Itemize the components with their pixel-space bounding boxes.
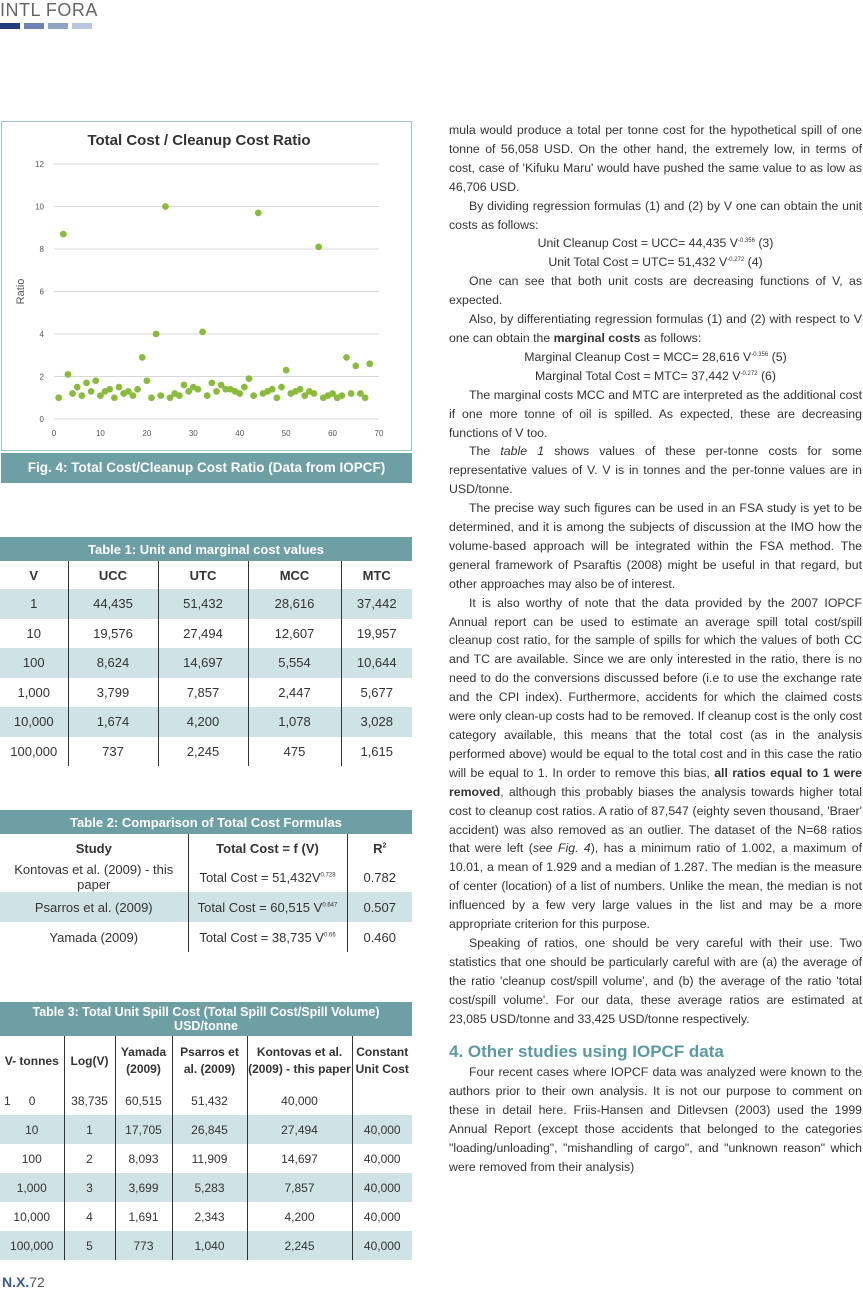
column-header: Psarros et al. (2009) [172,1036,247,1086]
text-run: Also, by differentiating regression formulas (1) and (2) with respect to V one can obtain the [449,312,862,345]
table-cell: 11,909 [172,1144,247,1173]
journal-mark: N.X. [2,1274,30,1290]
data-point [106,386,113,393]
chart-title: Total Cost / Cleanup Cost Ratio [87,132,311,149]
column-header: UTC [158,561,248,589]
formula-exponent: 0.647 [322,902,338,909]
table-cell: 0.460 [363,929,397,945]
table-cell: 1,000 [0,678,68,708]
table-cell: 7,857 [158,678,248,708]
table-cell: 26,845 [172,1115,247,1144]
y-tick-label: 4 [39,330,44,339]
table-cell: 40,000 [352,1173,412,1202]
y-tick-label: 10 [35,202,44,212]
paragraph [449,442,862,499]
formula-exponent: 0.66 [323,932,336,939]
data-point [352,362,359,369]
column-header [347,834,412,862]
formula-exponent: -0.272 [727,257,745,264]
table-row [0,1144,412,1173]
table-cell: 100 [0,1144,64,1173]
table-row [0,619,412,649]
paragraph: mula would produce a total per tonne cost for the hypothetical spill of one tonne of 56,058 USD. On the other hand, the extremely low, in terms of cost, case of 'Kifuku Maru' would have pushed the same value to as low as 46,706 USD. [449,123,862,194]
table-total-cost-formulas [0,810,412,952]
table-cell: 27,494 [247,1115,352,1144]
paragraph: One can see that both unit costs are decreasing functions of V, as expected. [449,274,862,308]
paragraph [449,594,862,934]
table-cell: 1,691 [115,1202,172,1231]
table-cell: Kontovas et al. (2009) - this paper [0,862,188,892]
column-header: Log(V) [64,1036,115,1086]
table-cell [0,1086,64,1115]
data-point [130,392,137,399]
formula-number: (6) [757,368,776,383]
column-header: UCC [68,561,158,589]
column-header: Yamada (2009) [115,1036,172,1086]
text-run: ), has a minimum ratio of 1.002, a maximum of 10.01, a mean of 1.929 and a median of 1.287. The median is the measure of center (location) of a list of numbers. Unlike the mean, the median is not influenced by a few very large values in the list and may be a more appropriate criterion for this purpose. [449,841,862,932]
table-cell: 737 [68,737,158,767]
table-cell: 10,644 [341,648,412,678]
formula-exponent: -0.356 [737,238,755,245]
table-cell: 5,554 [248,648,341,678]
data-point [315,243,322,250]
formula-exponent: -0.356 [751,351,769,358]
header-bar [0,23,20,29]
table-cell: 10 [0,1115,64,1144]
x-tick-label: 50 [281,429,291,438]
table-cell: 5,677 [360,684,394,700]
table-row [0,1173,412,1202]
formula-number: (5) [768,349,787,364]
paragraph: The precise way such figures can be used in an FSA study is yet to be determined, and it is among the subjects of discussion at the IMO how the volume-based approach will be integrated within the FSA method. The general framework of Psaraftis (2008) might be useful in that regard, but other approaches may also be of interest. [449,501,862,591]
page-footer [2,1274,45,1290]
italic-reference: see Fig. 4 [532,841,591,856]
table-cell: 1,078 [248,707,341,737]
header-bar [24,23,44,29]
y-tick-label: 0 [39,415,44,424]
data-point [157,392,164,399]
table-cell: 3,028 [341,707,412,737]
header-bar [72,23,92,29]
table-row [0,648,412,678]
paragraph: Speaking of ratios, one should be very careful with their use. Two statistics that one should be particularly careful with are (a) the average of the ratio 'cleanup cost/spill volume', and (b) the average of the ratio 'total cost/spill volume'. For our data, these average ratios are estimated at 23,085 USD/tonne and 33,425 USD/tonne respectively. [449,935,862,1026]
table-caption: Table 2: Comparison of Total Cost Formulas [0,810,412,834]
data-point [343,354,350,361]
text-run: The [469,444,501,459]
column-header: Total Cost = f (V) [188,834,347,862]
data-point [78,392,85,399]
table-cell [188,862,347,892]
data-point [199,328,206,335]
table-cell: 2,343 [172,1202,247,1231]
section-heading: 4. Other studies using IOPCF data [449,1041,724,1061]
data-point [139,354,146,361]
table-cell: 8,093 [115,1144,172,1173]
data-point [213,388,220,395]
table-cell: 3,799 [68,678,158,708]
x-tick-label: 0 [51,429,57,438]
table-cell: 100 [0,648,68,678]
r-squared-superscript: 2 [382,842,387,850]
formula-text: Unit Total Cost = UTC= 51,432 V [548,255,728,270]
table-cell: 1,040 [172,1231,247,1260]
data-point [74,384,81,391]
data-point [241,384,248,391]
table-cell: 4,200 [158,707,248,737]
data-point [362,394,369,401]
column-header: Study [0,834,188,862]
formula-3 [449,234,862,253]
formula-text: Marginal Total Cost = MTC= 37,442 V [535,368,741,383]
table-cell: 1,000 [0,1173,64,1202]
data-point [134,386,141,393]
table-cell: 1 [0,589,68,619]
column-header: MCC [248,561,341,589]
data-point [92,377,99,384]
data-point [148,394,155,401]
x-tick-label: 20 [142,429,152,438]
y-tick-label: 12 [35,160,44,169]
table-cell: 10,000 [0,1202,64,1231]
formula-number: (3) [754,236,774,251]
table-cell: 14,697 [158,648,248,678]
table-cell: 4,200 [247,1202,352,1231]
table-cell: 0.782 [363,869,397,885]
data-point [250,392,257,399]
table-cell: 4 [64,1202,115,1231]
data-point [269,386,276,393]
figure-caption: Fig. 4: Total Cost/Cleanup Cost Ratio (Data from IOPCF) [1,453,412,483]
formula-exponent: 0.728 [320,872,336,879]
table-cell: 51,432 [172,1086,247,1115]
table-cell: 2 [64,1144,115,1173]
y-tick-label: 2 [39,372,44,382]
table-cell: 100,000 [0,1231,64,1260]
table-cell: 8,624 [68,648,158,678]
table-cell: 40,000 [363,1209,401,1224]
header-bar [48,23,68,29]
x-tick-label: 40 [235,429,245,438]
table-cell: 1,615 [360,743,394,759]
formula-5 [449,348,862,367]
data-point [55,394,62,401]
table-cell [188,892,347,922]
data-point [69,390,76,397]
table-cell: 40,000 [352,1115,412,1144]
table-row [0,922,412,952]
data-point [348,390,355,397]
data-point [255,209,262,216]
table-cell: 2,245 [247,1231,352,1260]
table-cell: 2,447 [248,678,341,708]
table-cell: 100,000 [0,737,68,767]
data-point [246,375,253,382]
table-cell: 10,000 [0,707,68,737]
table-row [0,862,412,892]
data-point [297,386,304,393]
column-header: Kontovas et al. (2009) - this paper [247,1036,352,1086]
bold-term: all ratios equal to 1 were removed [449,765,862,799]
table-cell: 0.507 [347,892,412,922]
x-tick-label: 60 [328,429,338,438]
paragraph: The marginal costs MCC and MTC are interpreted as the additional cost if one more tonne of oil is spilled. As expected, these are decreasing functions of V too. [449,387,862,440]
data-point [88,388,95,395]
table-cell: 40,000 [363,1151,401,1166]
text-run: shows values of these per-tonne costs for some representative values of V. V is in tonnes and the per-tonne values are in USD/tonne. [449,444,862,497]
y-tick-label: 6 [39,287,44,297]
data-point [143,377,150,384]
data-point [111,394,118,401]
section-header: INTL FORA [0,0,98,20]
table-cell: 37,442 [341,589,412,619]
data-point [153,331,160,338]
data-point [195,386,202,393]
table-cell: 5,283 [172,1173,247,1202]
formula-text: Unit Cleanup Cost = UCC= 44,435 V [537,236,738,251]
table-row [0,1086,412,1115]
data-point [278,384,285,391]
page-number: 72 [29,1274,45,1290]
table-cell [188,922,347,952]
data-point [236,390,243,397]
cell-value: 1 [4,1093,11,1108]
table-cell: 19,957 [356,625,397,641]
text-run: as follows: [640,330,702,345]
table-cell: Yamada (2009) [0,922,188,952]
formula-number: (4) [744,255,763,270]
r-squared-label: R [373,840,383,856]
table-cell: 44,435 [68,589,158,619]
italic-reference: table 1 [500,444,545,459]
table-cell: 3,699 [115,1173,172,1202]
x-tick-label: 70 [374,429,384,438]
table-cell [352,1086,412,1115]
table-row [0,1231,412,1260]
data-point [273,394,280,401]
column-header: V [0,561,68,589]
table-row [0,707,412,737]
table-cell: 7,857 [247,1173,352,1202]
column-header: MTC [362,567,391,583]
table-body [0,589,412,766]
table-cell: 10 [0,619,68,649]
table-cell: 40,000 [247,1086,352,1115]
table-unit-marginal-costs [0,537,412,766]
x-tick-label: 10 [95,429,105,438]
table-row [0,1202,412,1231]
table-cell: 60,515 [115,1086,172,1115]
table-row [0,892,412,922]
data-point [338,392,345,399]
table-cell: 3 [64,1173,115,1202]
formula-4 [449,253,862,272]
table-cell: 28,616 [248,589,341,619]
formula-text: Marginal Cleanup Cost = MCC= 28,616 V [524,349,752,364]
y-axis-label: Ratio [15,278,27,305]
table-cell: 40,000 [352,1231,412,1260]
data-point [204,392,211,399]
table-cell: 1 [64,1115,115,1144]
data-point [366,360,373,367]
table-cell: 2,245 [158,737,248,767]
table-cell: 17,705 [115,1115,172,1144]
cell-value: 0 [28,1093,36,1108]
data-point [311,390,318,397]
formula-text: Total Cost = 38,735 V [199,929,324,945]
data-point [83,379,90,386]
data-point [208,379,215,386]
header-color-bars [0,23,92,29]
table-row [0,589,412,619]
formula-text: Total Cost = 60,515 V [197,899,323,915]
table-cell: 475 [248,737,341,767]
data-point [283,367,290,374]
bold-term: marginal costs [553,330,641,345]
data-point [162,203,169,210]
x-tick-label: 30 [188,429,198,438]
table-cell: 773 [115,1231,172,1260]
table-row [0,737,412,767]
table-cell: 5 [64,1231,115,1260]
table-row [0,1115,412,1144]
table-cell: 27,494 [158,619,248,649]
paragraph: Four recent cases where IOPCF data was analyzed were known to the authors prior to their own analysis. It is not our purpose to comment on these in detail here. Friis-Hansen and Ditlevsen (2003) used the 1999 Annual Report (except those accidents that belonged to the categories "loading/unloading", "mishandling of cargo", and "unknown reason" which were removed from their analysis) [449,1065,862,1174]
formula-6 [449,367,862,386]
table-cell: 19,576 [68,619,158,649]
formula-exponent: -0.272 [740,370,758,377]
article-body [449,121,862,1177]
text-run: , although this probably biases the analysis towards higher total cost to cleanup cost ratios. A ratio of 87,547 (eighty seven thousand, 'Braer' accident) was also removed as an outlier. The dataset of the N=68 ratios that were left ( [449,784,862,856]
y-tick-label: 8 [39,245,44,254]
paragraph: By dividing regression formulas (1) and (2) by V one can obtain the unit costs as follows: [449,198,862,232]
table-cell: 51,432 [158,589,248,619]
data-point [116,384,123,391]
table-total-unit-spill-cost [0,1002,412,1260]
table-row [0,678,412,708]
data-point [181,382,188,389]
table-cell: Psarros et al. (2009) [0,892,188,922]
table-caption: Table 1: Unit and marginal cost values [0,537,412,561]
table-cell: 1,674 [68,707,158,737]
figure-chart-frame [1,121,412,451]
table-caption: Table 3: Total Unit Spill Cost (Total Spill Cost/Spill Volume) USD/tonne [0,1002,412,1036]
data-point [65,371,72,378]
column-header: Constant Unit Cost [355,1045,409,1076]
table-cell: 38,735 [64,1086,115,1115]
table-cell: 14,697 [247,1144,352,1173]
text-run: It is also worthy of note that the data provided by the 2007 IOPCF Annual report can be used to estimate an average spill total cost/spill cleanup cost ratio, for the sample of spills for which the values of both CC and TC are available. Since we are only interested in the ratio, there is no need to do the conversions discussed before (i.e to use the exchange rate and the CPI index). Furthermore, accidents for which the claimed costs were only clean-up costs had to be removed. If cleanup cost is the only cost category available, this means that the total cost (as in the analysis performed above) would be equal to the total cost and in this case the ratio will be equal to 1. In order to remove this bias, [449,595,862,780]
column-header: V- tonnes [0,1036,64,1086]
table-body [0,1086,412,1260]
formula-text: Total Cost = 51,432V [199,869,321,885]
paragraph [449,310,862,348]
table-cell: 12,607 [248,619,341,649]
data-point [60,231,67,238]
table-body [0,862,412,952]
scatter-chart [2,122,411,450]
data-point [176,392,183,399]
